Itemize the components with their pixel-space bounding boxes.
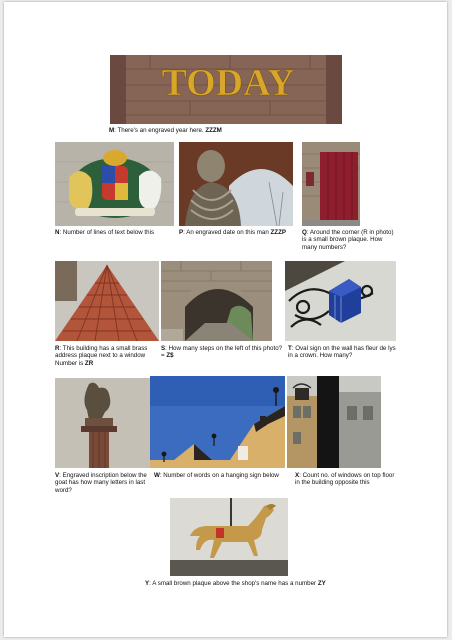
caption-m: M: There's an engraved year here. ZZZM [109, 127, 222, 134]
photo-tiled-roof [55, 261, 159, 341]
caption-y: Y: A small brown plaque above the shop's name has a number ZY [145, 580, 326, 587]
caption-q: Q: Around the corner (R in photo) is a small brown plaque. How many numbers? [302, 229, 394, 251]
puzzle-sheet [4, 2, 447, 637]
photo-hanging-sign [287, 376, 381, 468]
caption-x: X: Count no. of windows on top floor in the building opposite this [295, 472, 395, 487]
photo-stone-arch [161, 261, 272, 341]
photo-gables-sky [150, 376, 285, 468]
caption-n: N: Number of lines of text below this [55, 229, 155, 236]
caption-r: R: This building has a small brass address plaque next to a window Number is ZR [55, 345, 148, 367]
photo-bust [179, 142, 293, 226]
photo-red-door [302, 142, 360, 226]
caption-p: P: An engraved date on this man ZZZP [179, 229, 286, 236]
caption-s: S: How many steps on the left of this photo? = Z$ [161, 345, 283, 360]
caption-v: V: Engraved inscription below the goat has how many letters in last word? [55, 472, 147, 494]
today-sign-text: TODAY [161, 62, 295, 104]
photo-coat-of-arms [55, 142, 174, 226]
caption-t: T: Oval sign on the wall has fleur de lys in a crown. How many? [288, 345, 396, 360]
caption-w: W: Number of words on a hanging sign below [154, 472, 279, 479]
photo-blue-lantern [285, 261, 396, 341]
photo-today-sign [110, 55, 342, 124]
photo-goat-column [55, 378, 150, 468]
photo-golden-horse [170, 498, 288, 576]
